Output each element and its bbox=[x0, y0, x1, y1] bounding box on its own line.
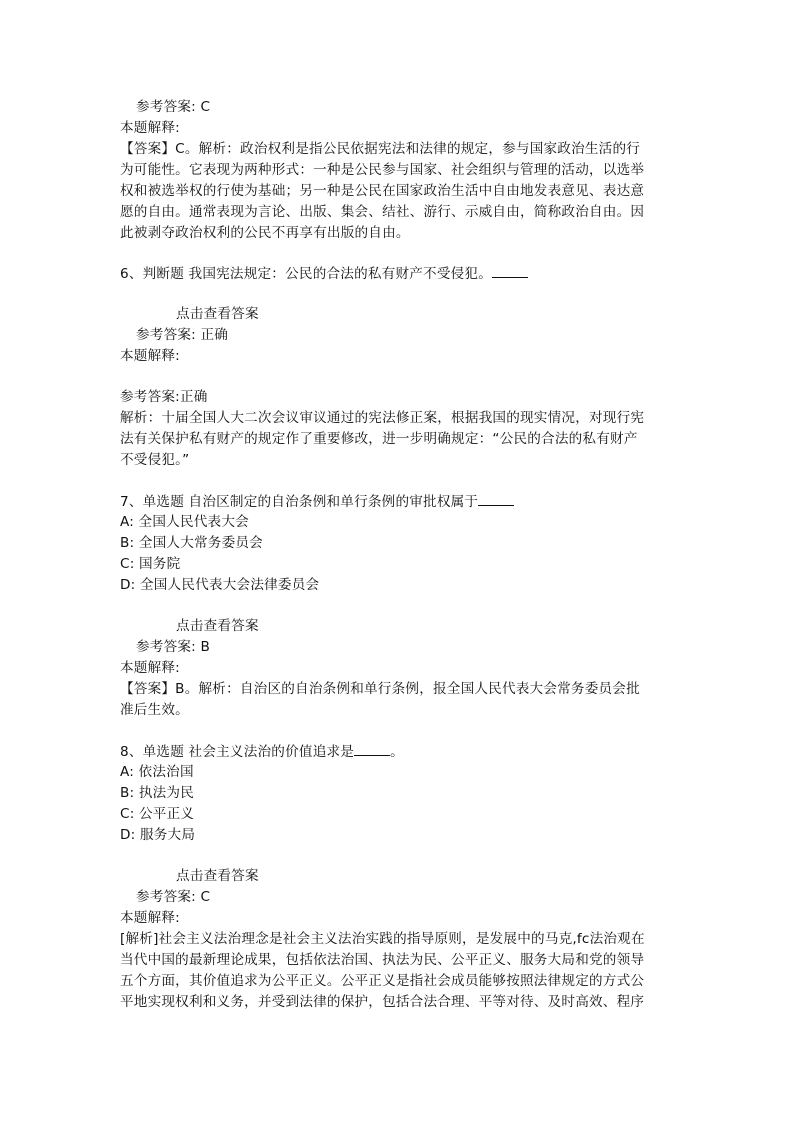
option-b: B: 执法为民 bbox=[120, 785, 195, 801]
answer-blank bbox=[478, 491, 514, 506]
analysis-text: 权和被选举权的行使为基础；另一种是公民在国家政治生活中自由地发表意见、表达意 bbox=[120, 183, 645, 199]
option-d: D: 全国人民代表大会法律委员会 bbox=[120, 577, 320, 593]
analysis-text: 【答案】B。解析：自治区的自治条例和单行条例，报全国人民代表大会常务委员会批 bbox=[120, 681, 640, 697]
analysis-text: 当代中国的最新理论成果，包括依法治国、执法为民、公平正义、服务大局和党的领导 bbox=[120, 952, 645, 968]
question-end: 。 bbox=[390, 744, 404, 760]
question-8 bbox=[120, 741, 404, 763]
analysis-text: 解析：十届全国人大二次会议审议通过的宪法修正案，根据我国的现实情况，对现行宪 bbox=[120, 410, 645, 426]
question-text: 8、单选题 社会主义法治的价值追求是 bbox=[120, 744, 355, 760]
show-answer-link[interactable]: 点击查看答案 bbox=[176, 306, 259, 322]
analysis-text: 【答案】C。解析：政治权利是指公民依据宪法和法律的规定，参与国家政治生活的行 bbox=[120, 141, 641, 157]
option-c: C: 公平正义 bbox=[120, 806, 195, 822]
analysis-text: 此被剥夺政治权利的公民不再享有出版的自由。 bbox=[120, 225, 410, 241]
analysis-text: 准后生效。 bbox=[120, 702, 189, 718]
analysis-text: 愿的自由。通常表现为言论、出版、集会、结社、游行、示威自由，简称政治自由。因 bbox=[120, 204, 645, 220]
option-c: C: 国务院 bbox=[120, 556, 181, 572]
answer-line: 参考答案: B bbox=[136, 639, 211, 655]
analysis-text: 不受侵犯。” bbox=[120, 452, 190, 468]
show-answer-link[interactable]: 点击查看答案 bbox=[176, 618, 259, 634]
option-b: B: 全国人大常务委员会 bbox=[120, 535, 263, 551]
analysis-label: 本题解释: bbox=[120, 660, 180, 676]
analysis-text: 法有关保护私有财产的规定作了重要修改，进一步明确规定：“公民的合法的私有财产 bbox=[120, 431, 638, 447]
question-text: 6、判断题 我国宪法规定：公民的合法的私有财产不受侵犯。 bbox=[120, 266, 493, 282]
answer-line: 参考答案: 正确 bbox=[136, 327, 229, 343]
option-d: D: 服务大局 bbox=[120, 827, 196, 843]
analysis-text: 五个方面，其价值追求为公平正义。公平正义是指社会成员能够按照法律规定的方式公 bbox=[120, 973, 645, 989]
analysis-label: 本题解释: bbox=[120, 910, 180, 926]
analysis-label: 本题解释: bbox=[120, 348, 180, 364]
answer-line: 参考答案: C bbox=[136, 99, 211, 115]
analysis-text: 参考答案:正确 bbox=[120, 389, 208, 405]
analysis-label: 本题解释: bbox=[120, 120, 180, 136]
answer-line: 参考答案: C bbox=[136, 889, 211, 905]
option-a: A: 全国人民代表大会 bbox=[120, 514, 249, 530]
show-answer-link[interactable]: 点击查看答案 bbox=[176, 868, 259, 884]
analysis-text: 为可能性。它表现为两种形式：一种是公民参与国家、社会组织与管理的活动，以选举 bbox=[120, 162, 645, 178]
question-6 bbox=[120, 263, 528, 285]
option-a: A: 依法治国 bbox=[120, 764, 194, 780]
analysis-text: [解析]社会主义法治理念是社会主义法治实践的指导原则，是发展中的马克,fc法治观在 bbox=[120, 931, 645, 947]
answer-blank bbox=[354, 741, 390, 756]
question-text: 7、单选题 自治区制定的自治条例和单行条例的审批权属于 bbox=[120, 494, 479, 510]
analysis-text: 平地实现权利和义务，并受到法律的保护，包括合法合理、平等对待、及时高效、程序 bbox=[120, 994, 645, 1010]
answer-blank bbox=[492, 263, 528, 278]
question-7 bbox=[120, 491, 514, 513]
